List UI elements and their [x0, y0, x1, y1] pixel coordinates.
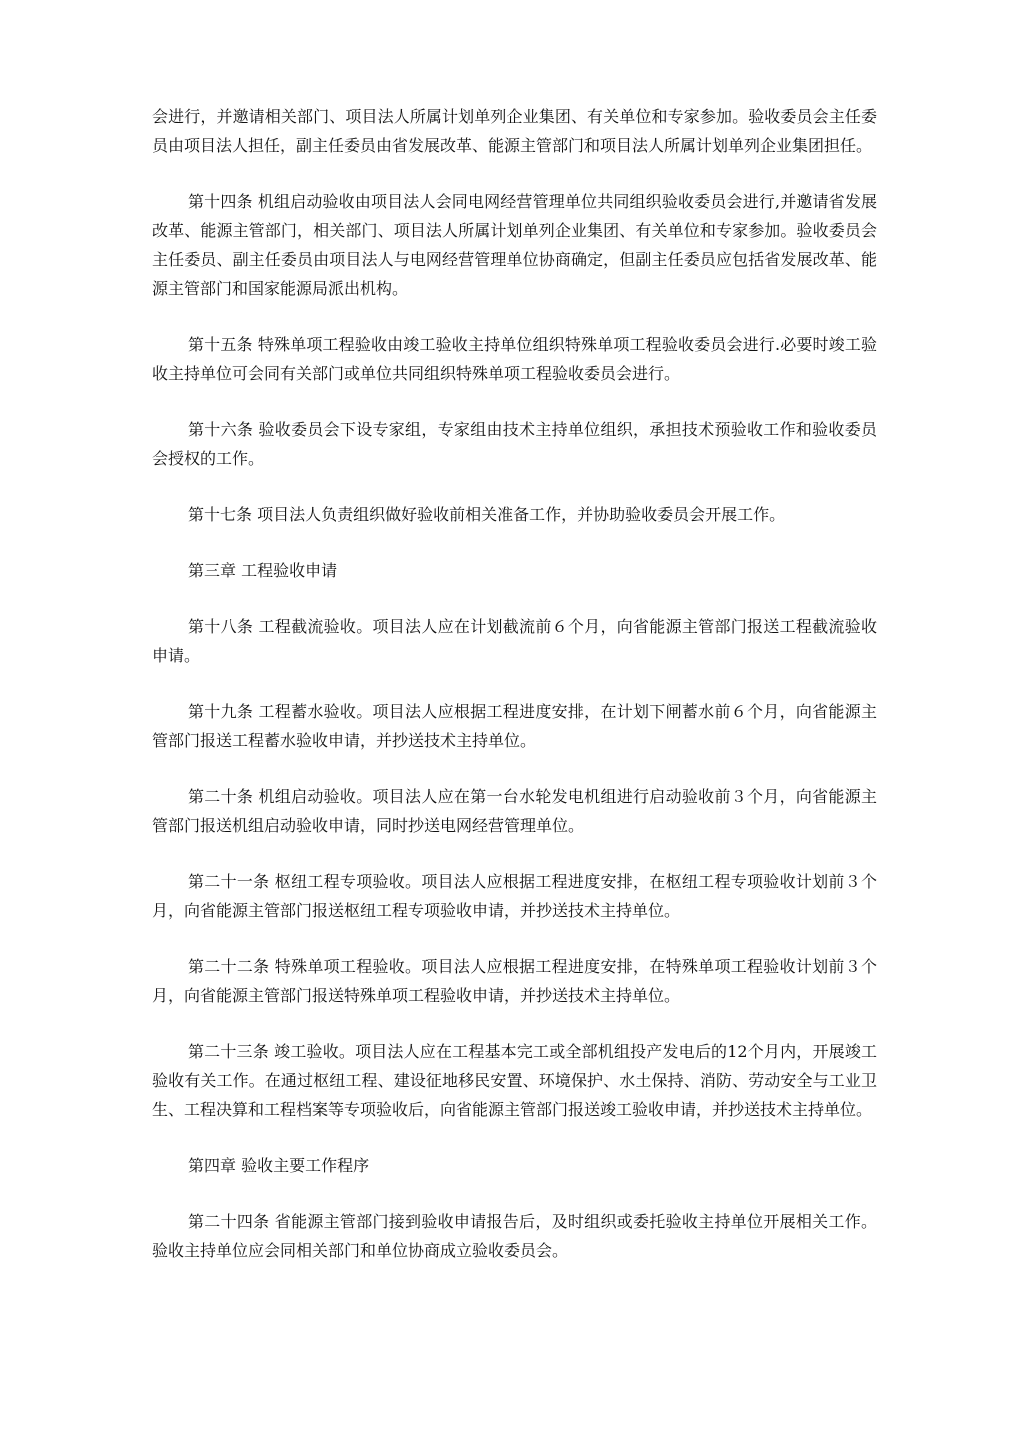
chapter-4-heading: 第四章 验收主要工作程序	[188, 1156, 370, 1175]
article-21: 第二十一条 枢纽工程专项验收。项目法人应根据工程进度安排，在枢纽工程专项验收计划前３个月，向省能源主管部门报送枢纽工程专项验收申请，并抄送技术主持单位。	[152, 872, 877, 920]
article-24: 第二十四条 省能源主管部门接到验收申请报告后，及时组织或委托验收主持单位开展相关工作。验收主持单位应会同相关部门和单位协商成立验收委员会。	[152, 1212, 877, 1260]
article-20: 第二十条 机组启动验收。项目法人应在第一台水轮发电机组进行启动验收前３个月，向省能源主管部门报送机组启动验收申请，同时抄送电网经营管理单位。	[152, 787, 877, 835]
article-14: 第十四条 机组启动验收由项目法人会同电网经营管理单位共同组织验收委员会进行,并邀请省发展改革、能源主管部门，相关部门、项目法人所属计划单列企业集团、有关单位和专家参加。验收委员会主任委员、副主任委员由项目法人与电网经营管理单位协商确定，但副主任委员应包括省发展改革、能源主管部门和国家能源局派出机构。	[152, 192, 877, 298]
article-18: 第十八条 工程截流验收。项目法人应在计划截流前６个月，向省能源主管部门报送工程截流验收申请。	[152, 617, 877, 665]
article-16: 第十六条 验收委员会下设专家组，专家组由技术主持单位组织，承担技术预验收工作和验收委员会授权的工作。	[152, 420, 877, 468]
article-17: 第十七条 项目法人负责组织做好验收前相关准备工作，并协助验收委员会开展工作。	[188, 505, 786, 524]
chapter-3-heading: 第三章 工程验收申请	[188, 561, 338, 580]
document-page	[152, 102, 877, 1292]
article-22: 第二十二条 特殊单项工程验收。项目法人应根据工程进度安排，在特殊单项工程验收计划前３个月，向省能源主管部门报送特殊单项工程验收申请，并抄送技术主持单位。	[152, 957, 877, 1005]
article-19: 第十九条 工程蓄水验收。项目法人应根据工程进度安排，在计划下闸蓄水前６个月，向省能源主管部门报送工程蓄水验收申请，并抄送技术主持单位。	[152, 702, 877, 750]
paragraph-continuation: 会进行，并邀请相关部门、项目法人所属计划单列企业集团、有关单位和专家参加。验收委员会主任委员由项目法人担任，副主任委员由省发展改革、能源主管部门和项目法人所属计划单列企业集团担任。	[152, 107, 877, 155]
article-15: 第十五条 特殊单项工程验收由竣工验收主持单位组织特殊单项工程验收委员会进行.必要时竣工验收主持单位可会同有关部门或单位共同组织特殊单项工程验收委员会进行。	[152, 335, 877, 383]
article-23: 第二十三条 竣工验收。项目法人应在工程基本完工或全部机组投产发电后的12个月内，开展竣工验收有关工作。在通过枢纽工程、建设征地移民安置、环境保护、水土保持、消防、劳动安全与工业卫生、工程决算和工程档案等专项验收后，向省能源主管部门报送竣工验收申请，并抄送技术主持单位。	[152, 1042, 877, 1119]
